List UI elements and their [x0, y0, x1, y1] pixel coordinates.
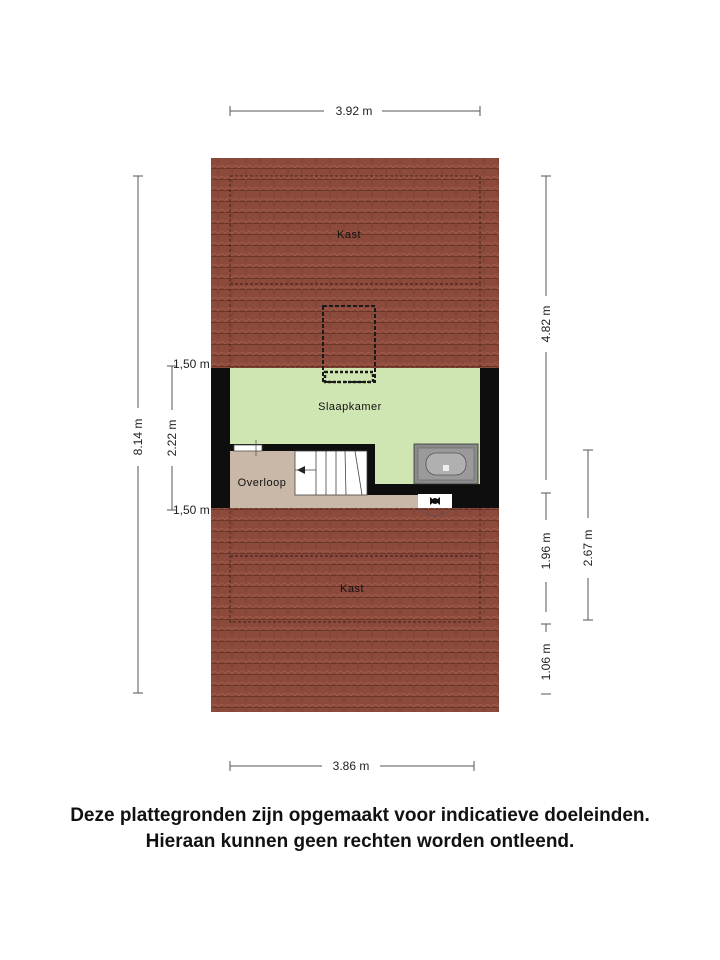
room-label-slaapkamer: Slaapkamer: [318, 401, 382, 413]
disclaimer-line-2: Hieraan kunnen geen rechten worden ontleend.: [145, 831, 575, 852]
dimension-label-right-middle: 1.96 m: [539, 532, 553, 570]
dimension-label-wall-bottom: 1,50 m: [173, 503, 210, 517]
dimension-label-right-upper: 4.82 m: [539, 305, 553, 343]
staircase: [295, 451, 367, 495]
dimension-label-left-room: 2.22 m: [165, 419, 179, 457]
dimension-right-stack: [541, 176, 551, 694]
room-label-overloop: Overloop: [237, 477, 287, 489]
dimension-label-wall-top: 1,50 m: [173, 357, 210, 371]
disclaimer-line-1: Deze plattegronden zijn opgemaakt voor indicatieve doeleinden.: [70, 805, 650, 826]
dimension-label-right-outer: 2.67 m: [581, 529, 595, 567]
dimension-label-bottom-width: 3.86 m: [332, 759, 370, 773]
dimension-label-left-total: 8.14 m: [131, 418, 145, 456]
roof-top: [211, 158, 499, 368]
dimension-label-top-width: 3.92 m: [335, 104, 373, 118]
dimension-label-right-lower: 1.06 m: [539, 643, 553, 681]
room-label-kast-top: Kast: [336, 229, 362, 241]
roof-bottom: [211, 508, 499, 712]
boiler-unit: [414, 444, 478, 484]
room-label-kast-bottom: Kast: [339, 583, 365, 595]
